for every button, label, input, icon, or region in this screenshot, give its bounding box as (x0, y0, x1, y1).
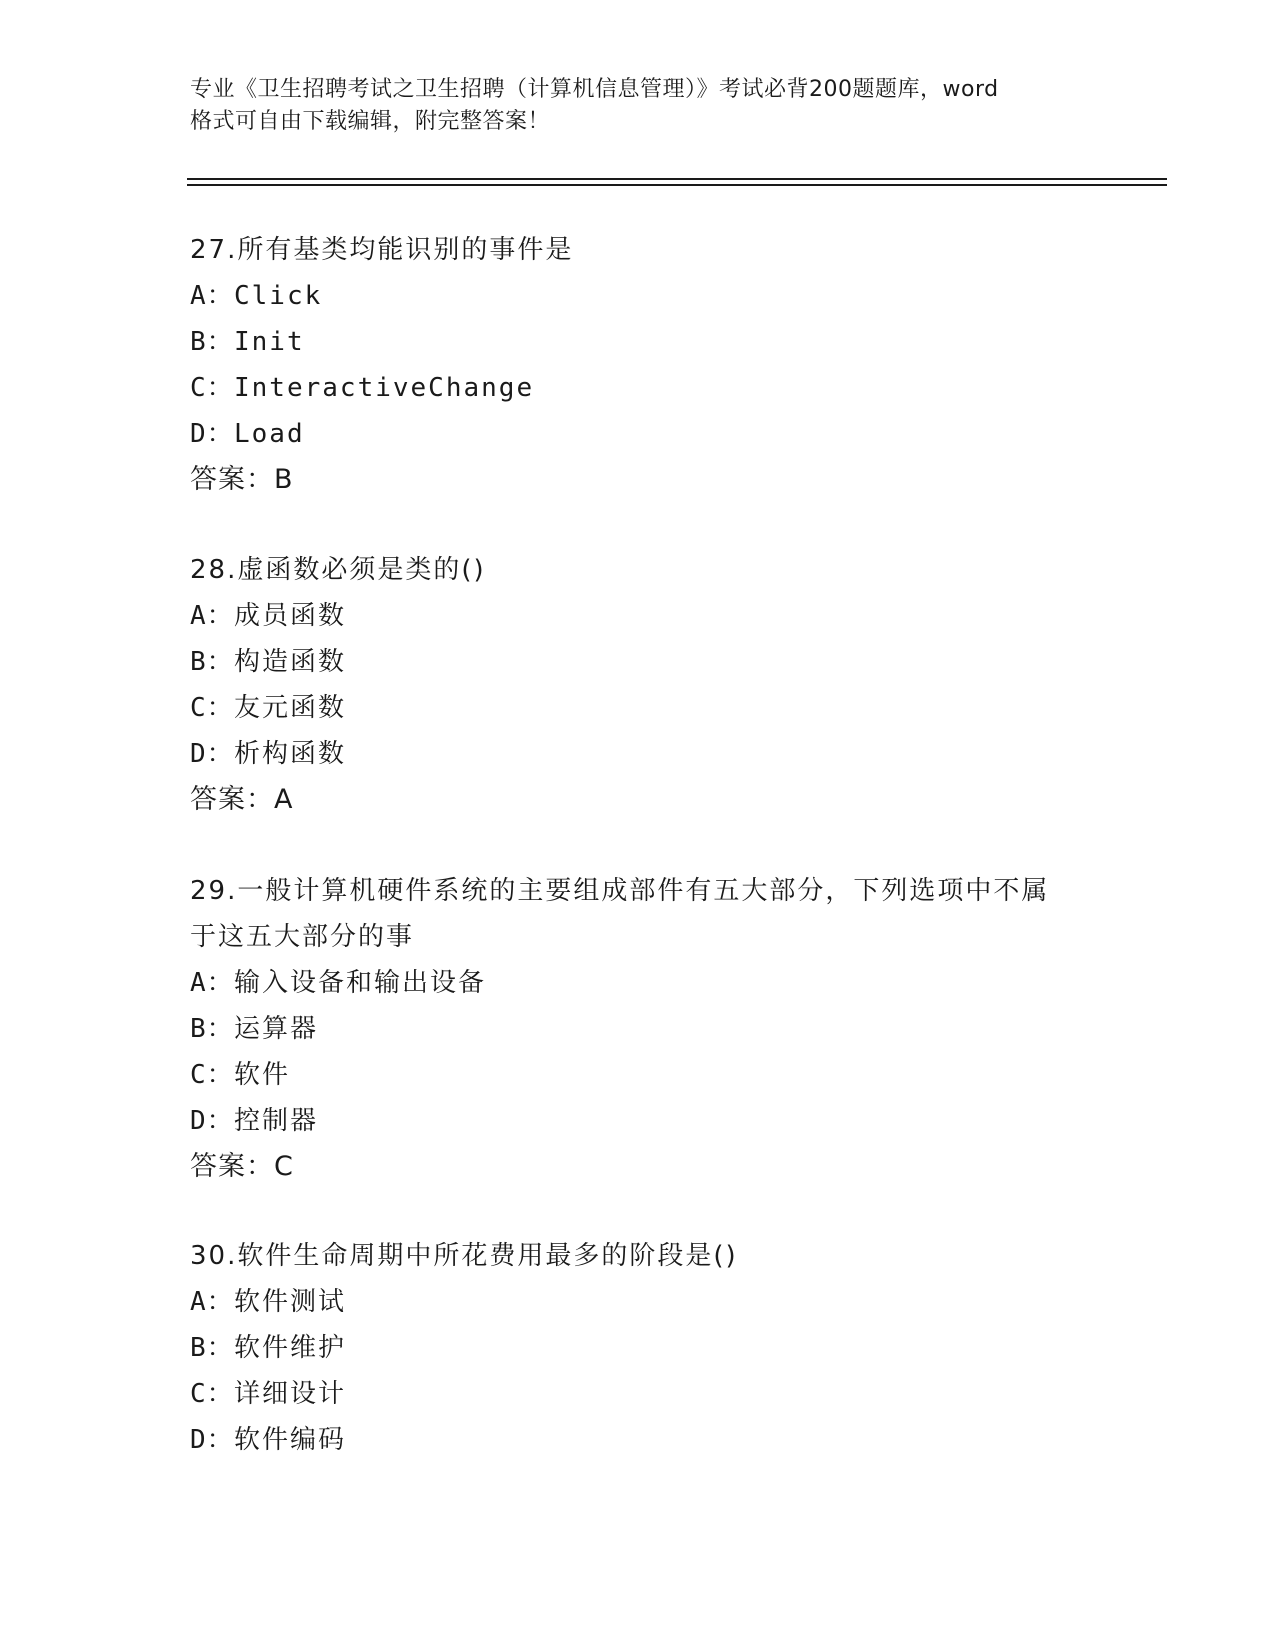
option-text: InteractiveChange (234, 373, 535, 403)
option-text: 软件维护 (234, 1333, 347, 1363)
question-title-line-2: 于这五大部分的事 (190, 922, 415, 952)
answer-line: 答案：C (190, 1151, 294, 1182)
question-28 (190, 547, 1110, 823)
answer-line: 答案：B (190, 464, 294, 495)
option-c (190, 365, 1110, 411)
option-label: C： (190, 693, 234, 723)
option-label: B： (190, 647, 234, 677)
option-label: C： (190, 1060, 234, 1090)
option-text: Load (234, 419, 305, 449)
option-text: 软件编码 (234, 1425, 347, 1455)
option-label: A： (190, 968, 234, 998)
option-label: A： (190, 601, 234, 631)
option-text: 控制器 (234, 1106, 319, 1136)
option-text: 软件 (234, 1060, 291, 1090)
option-label: D： (190, 739, 234, 769)
option-a (190, 273, 1110, 319)
option-text: 构造函数 (234, 647, 347, 677)
option-label: B： (190, 1333, 234, 1363)
question-title-line-1: 29.一般计算机硬件系统的主要组成部件有五大部分，下列选项中不属 (190, 876, 1050, 906)
option-d (190, 1098, 1110, 1144)
header-divider-bottom (187, 184, 1167, 186)
option-a (190, 593, 1110, 639)
question-30 (190, 1233, 1110, 1463)
option-text: 成员函数 (234, 601, 347, 631)
option-d (190, 411, 1110, 457)
question-title: 28.虚函数必须是类的() (190, 555, 486, 585)
option-c (190, 685, 1110, 731)
option-text: 输入设备和输出设备 (234, 968, 487, 998)
question-29 (190, 868, 1110, 1190)
option-label: A： (190, 281, 234, 311)
option-b (190, 639, 1110, 685)
option-text: 运算器 (234, 1014, 319, 1044)
header-line-2: 格式可自由下载编辑，附完整答案！ (190, 109, 551, 134)
option-b (190, 319, 1110, 365)
option-label: A： (190, 1287, 234, 1317)
question-27 (190, 227, 1110, 503)
option-a (190, 960, 1110, 1006)
option-text: Init (234, 327, 305, 357)
option-text: 友元函数 (234, 693, 347, 723)
option-label: D： (190, 1106, 234, 1136)
option-a (190, 1279, 1110, 1325)
option-text: 详细设计 (234, 1379, 347, 1409)
option-d (190, 731, 1110, 777)
option-label: D： (190, 419, 234, 449)
document-header (190, 74, 1110, 138)
option-label: D： (190, 1425, 234, 1455)
header-line-1: 专业《卫生招聘考试之卫生招聘（计算机信息管理）》考试必背200题题库，word (190, 77, 999, 102)
question-title: 30.软件生命周期中所花费用最多的阶段是() (190, 1241, 738, 1271)
option-c (190, 1052, 1110, 1098)
option-label: C： (190, 373, 234, 403)
option-label: C： (190, 1379, 234, 1409)
option-c (190, 1371, 1110, 1417)
option-d (190, 1417, 1110, 1463)
option-label: B： (190, 1014, 234, 1044)
option-text: 析构函数 (234, 739, 347, 769)
question-title: 27.所有基类均能识别的事件是 (190, 235, 574, 265)
option-text: Click (234, 281, 323, 311)
option-label: B： (190, 327, 234, 357)
header-divider-top (187, 178, 1167, 180)
option-text: 软件测试 (234, 1287, 347, 1317)
answer-line: 答案：A (190, 784, 294, 815)
option-b (190, 1325, 1110, 1371)
option-b (190, 1006, 1110, 1052)
